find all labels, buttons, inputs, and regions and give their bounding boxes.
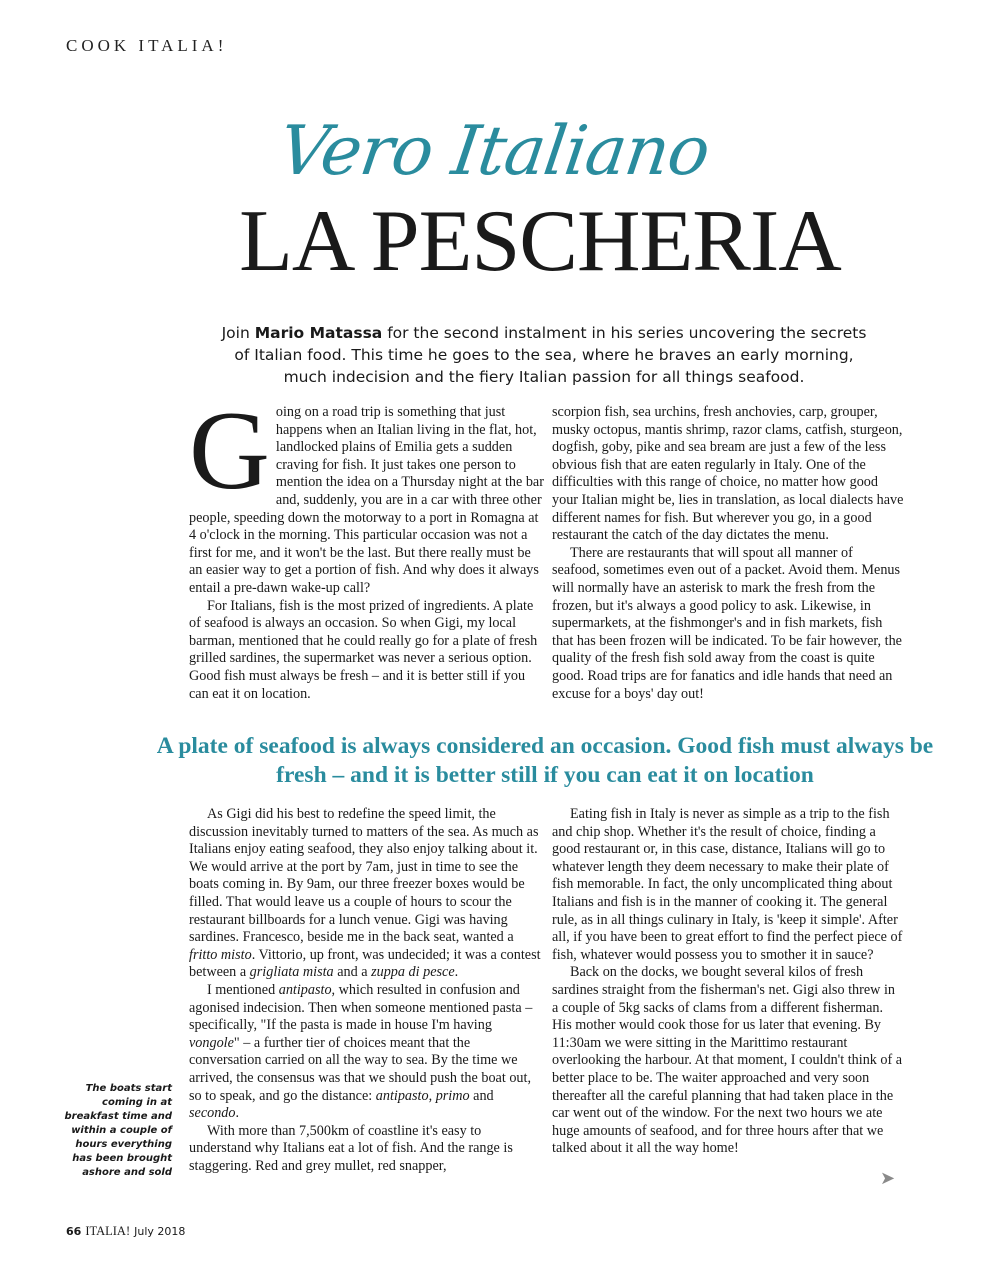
- script-title: Vero Italiano: [274, 112, 714, 191]
- paragraph: There are restaurants that will spout all manner of seafood, sometimes even out of a packet. Avoid them. Menus will normally have an asterisk to mark the fresh from the frozen, but it's always a good policy to ask. Likewise, in supermarkets, at the fishmonger's and in fish markets, fish that has been frozen will be indicated. To be fair however, the quality of the fresh fish sold away from the coast is quite good. Road trips are for fanatics and idle hands that need an excuse for a boys' day out!: [552, 544, 902, 702]
- paragraph: [189, 806, 544, 982]
- paragraph-text: oing on a road trip is something that just happens when an Italian living in the flat, hot, landlocked plains of Emilia gets a sudden craving for fish. It just takes one person to mention the idea on a Thursday night at the bar and, suddenly, you are in a car with three other people, speeding down the motorway to a port in Romagna at 4 o'clock in the morning. This particular occasion was not a first for me, and it won't be the last. But there really must be an easier way to get a portion of fish. And why does it always entail a pre-dawn wake-up call?: [189, 404, 544, 596]
- page-footer: [66, 1224, 185, 1239]
- paragraph: Back on the docks, we bought several kilos of fresh sardines straight from the fisherman's net. Gigi also threw in a couple of 5kg sacks of clams from a different fisherman. His mother would cook those for us later that evening. By 11:30am we were sitting in the Marittimo restaurant overlooking the harbour. At that moment, I couldn't think of a better place to be. The waiter approached and very soon thereafter all the careful planning that had taken place in the car went out of the window. For the next two hours we ate huge amounts of seafood, and for three hours after that we talked about it all the way home!: [552, 964, 903, 1157]
- issue-date: July 2018: [134, 1225, 186, 1238]
- italic-term: fritto misto: [189, 946, 252, 963]
- photo-caption: The boats start coming in at breakfast time and within a couple of hours everything has been brought ashore and sold: [64, 1083, 172, 1178]
- pull-quote: A plate of seafood is always considered an occasion. Good fish must always be fresh – and it is better still if you can eat it on location: [156, 733, 934, 788]
- text-run: ,: [428, 1087, 436, 1104]
- text-run: " – a further tier of choices meant that the conversation carried on all the way to sea. By the time we arrived, the consensus was that we should push the boat out, so to speak, and go the distance:: [189, 1034, 532, 1104]
- standfirst-pre: Join: [221, 324, 255, 342]
- paragraph: [189, 389, 544, 598]
- italic-term: vongole: [189, 1034, 234, 1051]
- paragraph: For Italians, fish is the most prized of ingredients. A plate of seafood is always an occasion. So when Gigi, my local barman, mentioned that he could really go for a plate of fresh grilled sardines, the supermarket was never a serious option. Good fish must always be fresh – and it is better still if you can eat it on location.: [189, 597, 538, 702]
- italic-term: secondo: [189, 1105, 236, 1122]
- page-title: LA PESCHERIA: [239, 193, 841, 290]
- author-name: Mario Matassa: [254, 324, 383, 342]
- standfirst-post: for the second instalment in his series uncovering the secrets of Italian food. This time he goes to the sea, where he braves an early morning, much indecision and the fiery Italian passion for all things seafood.: [234, 324, 867, 386]
- text-run: and a: [333, 964, 372, 981]
- italic-term: zuppa di pesce: [371, 964, 455, 981]
- drop-cap: G: [189, 389, 270, 513]
- paragraph: With more than 7,500km of coastline it's easy to understand why Italians eat a lot of fish. And the range is staggering. Red and grey mullet, red snapper,: [189, 1122, 513, 1174]
- italic-term: grigliata mista: [249, 964, 334, 981]
- text-run: .: [235, 1105, 240, 1122]
- article-column-3: [189, 806, 544, 1175]
- paragraph: Eating fish in Italy is never as simple as a trip to the fish and chip shop. Whether it's the result of choice, finding a good restaurant or, in this case, distance, Italians will go to whatever length they deem necessary to make their plate of fish memorable. In fact, the only uncomplicated thing about Italians and fish is in the manner of cooking it. The general rule, as in all things culinary in Italy, is 'keep it simple'. After all, if you have been to great effort to find the perfect piece of fish, whatever would possess you to smother it in sauce?: [552, 806, 903, 963]
- text-run: .: [454, 964, 459, 981]
- text-run: I mentioned: [207, 981, 279, 998]
- text-run: . Vittorio, up front, was undecided; it was a contest between a: [189, 946, 541, 981]
- page-number: 66: [66, 1225, 82, 1238]
- paragraph: [189, 982, 544, 1123]
- text-run: , which resulted in confusion and agonised indecision. Then when someone mentioned pasta – specifically, "If the pasta is made in house I'm having: [189, 981, 533, 1034]
- section-kicker: COOK ITALIA!: [66, 36, 228, 55]
- italic-term: primo: [435, 1087, 470, 1104]
- standfirst: [214, 322, 874, 388]
- article-column-2: [552, 404, 904, 703]
- paragraph: scorpion fish, sea urchins, fresh anchovies, carp, grouper, musky octopus, mantis shrimp, razor clams, catfish, sturgeon, dogfish, goby, pike and sea bream are just a few of the less obvious fish that are eaten regularly in Italy. One of the difficulties with this range of choice, no matter how good your Italian might be, lies in translation, as local dialects have different names for fish. But wherever you go, in a good restaurant the catch of the day dictates the menu.: [552, 404, 904, 544]
- article-column-1: [189, 389, 544, 703]
- italic-term: antipasto: [278, 981, 332, 998]
- italic-term: antipasto: [375, 1087, 429, 1104]
- text-run: and: [469, 1087, 494, 1104]
- article-column-4: [552, 806, 904, 1158]
- text-run: As Gigi did his best to redefine the speed limit, the discussion inevitably turned to matters of the sea. As much as Italians enjoy eating seafood, they also enjoy talking about it. We would arrive at the port by 7am, just in time to see the boats coming in. By 9am, our three freezer boxes would be filled. That would leave us a couple of hours to scour the restaurant billboards for a lunch venue. Gigi was having sardines. Francesco, beside me in the back seat, wanted a: [189, 806, 539, 946]
- continue-arrow-icon: ➤: [880, 1168, 896, 1189]
- magazine-brand: ITALIA!: [85, 1224, 131, 1238]
